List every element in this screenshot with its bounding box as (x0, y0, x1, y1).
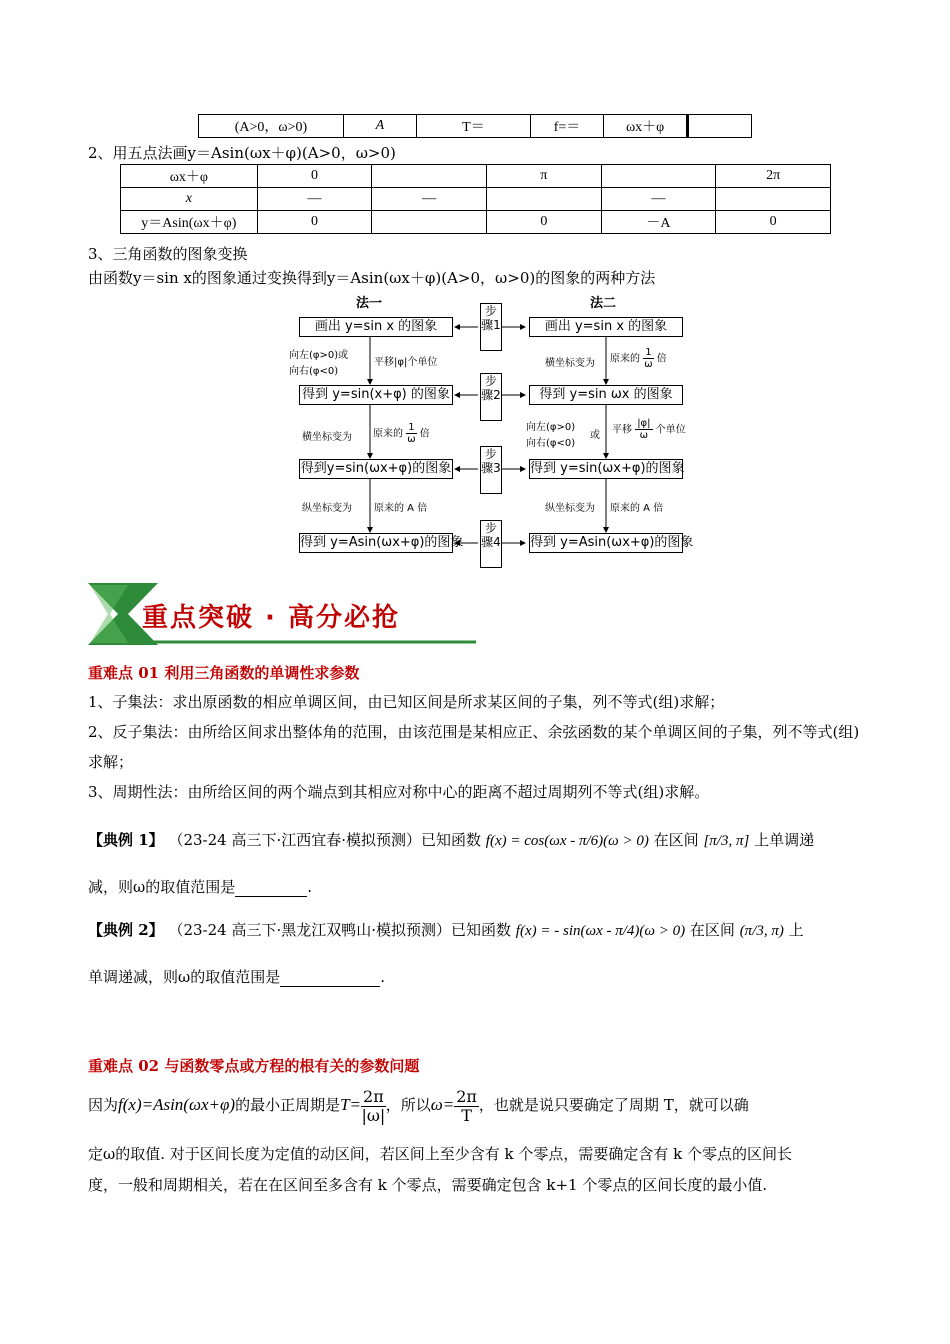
right-label-vertical: 纵坐标变为 (545, 503, 595, 514)
left-label-orig (373, 422, 430, 445)
right-box-2: 得到 y=sin ωx 的图象 (529, 385, 683, 405)
label-text: 倍 (419, 428, 430, 440)
left-box-2: 得到 y=sin(x+φ) 的图象 (299, 385, 453, 405)
cell-period: T＝ (416, 115, 530, 138)
table-cell: 0 (257, 165, 372, 188)
example1-line2: 减，则ω的取值范围是 . (88, 878, 313, 896)
frac-num: 2π (456, 1086, 477, 1106)
label-text: 倍 (656, 353, 667, 365)
table-cell: — (372, 188, 487, 211)
point1-item-3: 3、周期性法：由所给区间的两个端点到其相应对称中心的距离不超过周期列不等式(组)求解。 (88, 783, 710, 801)
cell-condition: (A>0，ω>0) (199, 115, 344, 138)
cell-phase: ωx＋φ (603, 115, 687, 138)
example2-tail: 上 (788, 921, 804, 939)
right-label-horizontal: 横坐标变为 (545, 358, 595, 369)
section2-title: 2、用五点法画y＝Asin(ωx＋φ)(A>0，ω>0) (88, 144, 396, 162)
example2-mid: 在区间 (689, 921, 735, 939)
fraction (454, 1088, 479, 1125)
example2-function: f(x) = - sin(ωx - π/4)(ω > 0) (515, 923, 686, 939)
step-4: 步骤4 (480, 520, 502, 568)
example1-function: f(x) = cos(ωx - π/6)(ω > 0) (485, 833, 649, 849)
frac-num: 1 (645, 347, 652, 358)
left-box-1: 画出 y=sin x 的图象 (299, 317, 453, 337)
left-label-shift-left: 向左(φ>0)或 (289, 350, 349, 361)
frac-den: ω (644, 359, 653, 370)
answer-blank[interactable] (280, 968, 380, 987)
label-text: 原来的 (610, 353, 640, 365)
left-label-vertical: 纵坐标变为 (302, 503, 352, 514)
right-box-1: 画出 y=sin x 的图象 (529, 317, 683, 337)
example1-mid: 在区间 (653, 831, 699, 849)
section3-title: 3、三角函数的图象变换 (88, 245, 248, 263)
label-text: 个单位 (655, 424, 686, 436)
point1-item-1: 1、子集法：求出原函数的相应单调区间，由已知区间是所求某区间的子集，列不等式(组)求解； (88, 693, 725, 711)
step-2: 步骤2 (480, 373, 502, 421)
frac-num: |φ| (637, 418, 651, 429)
left-box-3: 得到y=sin(ωx+φ)的图象 (299, 459, 453, 479)
example2-line1 (88, 912, 804, 949)
frac-num: 2π (363, 1086, 384, 1106)
left-label-shift-amount: 平移|φ|个单位 (374, 357, 438, 368)
banner-title: 重点突破 · 高分必抢 (142, 603, 400, 633)
left-label-horizontal: 横坐标变为 (302, 432, 352, 443)
right-label-orig (610, 347, 667, 370)
frac-den: |ω| (361, 1105, 386, 1125)
example2-interval: (π/3, π) (739, 923, 784, 939)
right-box-3: 得到 y=sin(ωx+φ)的图象 (529, 459, 683, 479)
table-cell: π (487, 165, 602, 188)
point2-line1 (88, 1083, 749, 1127)
example2-line2: 单调递减，则ω的取值范围是 . (88, 968, 386, 986)
example1-tail: 上单调递 (754, 831, 815, 849)
right-label-or: 或 (590, 430, 600, 441)
right-label-left: 向左(φ>0) (526, 422, 576, 433)
right-label-right: 向右(φ<0) (526, 438, 576, 449)
example1-question: 减，则ω的取值范围是 (88, 878, 236, 896)
method2-heading: 法二 (590, 296, 617, 311)
right-label-shift (612, 418, 686, 441)
table-cell: y＝Asin(ωx＋φ) (121, 211, 258, 234)
point1-item-2: 2、反子集法：由所给区间求出整体角的范围，由该范围是某相应正、余弦函数的某个单调区间的子集，列不等式(组)求解； (88, 723, 860, 771)
point2-line3: 度，一般和周期相关，若在在区间至多含有 k 个零点，需要确定包含 k+1 个零点的区间长度的最小值. (88, 1176, 768, 1194)
point2-title: 重难点 02 与函数零点或方程的根有关的参数问题 (88, 1057, 420, 1075)
frac-den: ω (407, 434, 416, 445)
example2-question: 单调递减，则ω的取值范围是 (88, 968, 281, 986)
section3-desc: 由函数y＝sin x的图象通过变换得到y＝Asin(ωx＋φ)(A>0，ω>0)的图象的两种方法 (88, 269, 656, 287)
table-cell: 0 (487, 211, 602, 234)
point2-line2: 定ω的取值. 对于区间长度为定值的动区间，若区间上至少含有 k 个零点，需要确定含有 k 个零点的区间长 (88, 1145, 793, 1163)
text: 的最小正周期是 (235, 1096, 341, 1114)
text: ，也就是说只要确定了周期 T，就可以确 (478, 1096, 749, 1114)
frac-den: T (461, 1105, 472, 1125)
right-label-amp: 原来的 A 倍 (610, 503, 664, 514)
diagram-arrows (0, 0, 950, 570)
table-cell: 2π (716, 165, 831, 188)
period-expr: T= (340, 1095, 362, 1114)
example2-tag: 【典例 2】 (88, 921, 164, 939)
example1-line1 (88, 822, 814, 859)
frac-den: ω (639, 430, 649, 441)
label-text: 原来的 (373, 428, 403, 440)
table-cell: x (121, 188, 258, 211)
example1-interval: [π/3, π] (703, 833, 750, 849)
fraction (406, 422, 416, 445)
left-box-4: 得到 y=Asin(ωx+φ)的图象 (299, 533, 453, 553)
text: 因为 (88, 1096, 119, 1114)
table-cell: ωx＋φ (121, 165, 258, 188)
function-expr: f(x)=Asin(ωx+φ) (118, 1095, 236, 1114)
omega-expr: ω= (430, 1095, 455, 1114)
fraction (361, 1088, 386, 1125)
example1-tag: 【典例 1】 (88, 831, 164, 849)
step-1: 步骤1 (480, 303, 502, 351)
point1-title: 重难点 01 利用三角函数的单调性求参数 (88, 664, 360, 682)
section-banner (88, 583, 476, 645)
step-3: 步骤3 (480, 446, 502, 494)
table-cell: 0 (257, 211, 372, 234)
table-cell: 0 (716, 211, 831, 234)
cell-frequency: f=＝ (530, 115, 603, 138)
fraction (643, 347, 653, 370)
left-label-shift-right: 向右(φ<0) (289, 366, 339, 377)
label-text: 平移 (612, 424, 632, 436)
fraction (635, 418, 652, 441)
method1-heading: 法一 (356, 296, 383, 311)
table-cell: — (601, 188, 716, 211)
table-cell: — (257, 188, 372, 211)
frac-num: 1 (408, 422, 415, 433)
example2-source: （23-24 高三下·黑龙江双鸭山·模拟预测）已知函数 (168, 921, 512, 939)
text: ，所以 (385, 1096, 431, 1114)
cell-amplitude: A (343, 115, 416, 138)
answer-blank[interactable] (235, 878, 307, 897)
example1-source: （23-24 高三下·江西宜春·模拟预测）已知函数 (168, 831, 482, 849)
left-label-amp: 原来的 A 倍 (374, 503, 428, 514)
right-box-4: 得到 y=Asin(ωx+φ)的图象 (529, 533, 683, 553)
table-cell: －A (601, 211, 716, 234)
